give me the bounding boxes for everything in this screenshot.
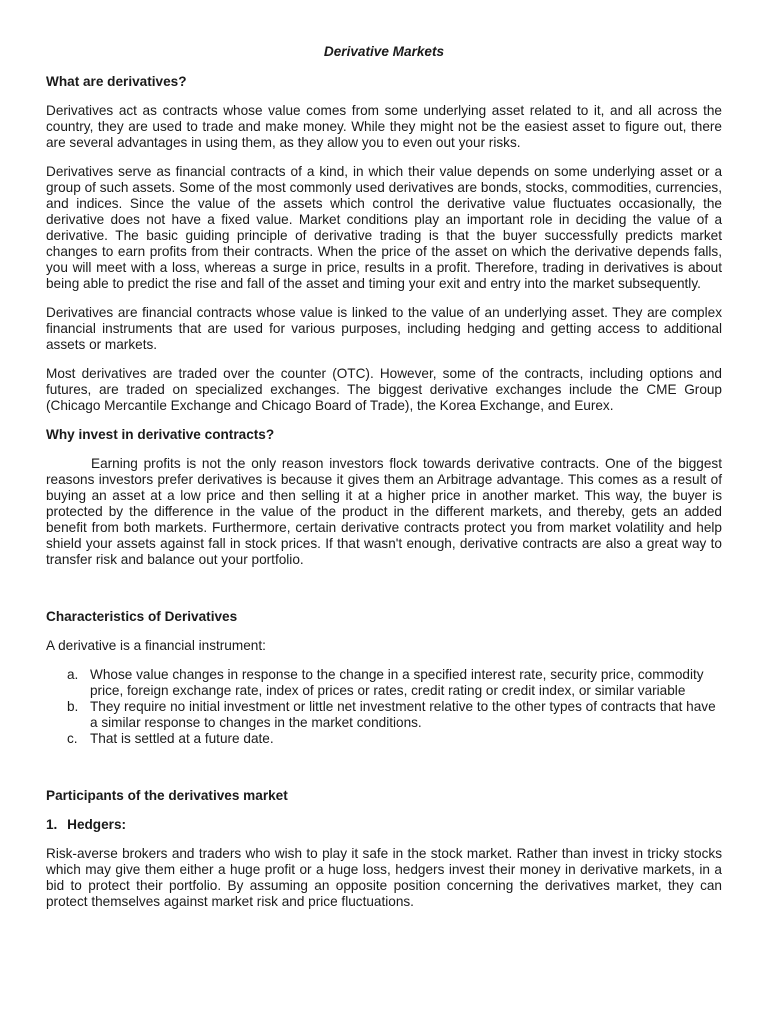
- heading-characteristics: Characteristics of Derivatives: [46, 609, 238, 624]
- hedgers-heading-text: Hedgers:: [67, 817, 127, 832]
- paragraph-what-2: Derivatives serve as financial contracts of a kind, in which their value depends on some underlying asset or a group of such assets. Some of the most commonly used derivatives are bonds, stocks, commodities, currencies, and indices. Since the value of the assets which control the derivative value fluctuates occasionally, the derivative does not have a fixed value. Market conditions play an important role in deciding the value of a derivative. The basic guiding principle of derivative trading is that the buyer successfully predicts market changes to earn profits from their contracts. When the price of the asset on which the derivative depends falls, you will meet with a loss, whereas a surge in price, results in a profit. Therefore, trading in derivatives is about being able to predict the rise and fall of the asset and timing your exit and entry into the market subsequently.: [46, 164, 722, 291]
- paragraph-what-4: Most derivatives are traded over the counter (OTC). However, some of the contracts, including options and futures, are traded on specialized exchanges. The biggest derivative exchanges include the CME Group (Chicago Mercantile Exchange and Chicago Board of Trade), the Korea Exchange, and Eurex.: [46, 366, 722, 413]
- characteristics-list: [46, 667, 722, 747]
- paragraph-what-3: Derivatives are financial contracts whose value is linked to the value of an underlying asset. They are complex financial instruments that are used for various purposes, including hedging and getting access to additional assets or markets.: [46, 305, 722, 352]
- paragraph-what-1: Derivatives act as contracts whose value comes from some underlying asset related to it, and all across the country, they are used to trade and make money. While they might not be the easiest asset to figure out, there are several advantages in using them, as they allow you to even out your risks.: [46, 103, 722, 150]
- list-marker: c.: [67, 731, 78, 746]
- list-item: [67, 731, 722, 747]
- heading-hedgers: [46, 817, 722, 833]
- list-marker: b.: [67, 699, 79, 714]
- document-title: Derivative Markets: [323, 44, 445, 59]
- list-marker: a.: [67, 667, 79, 682]
- list-item: [67, 699, 722, 731]
- list-item-text: They require no initial investment or little net investment relative to the other types of contracts that have a similar response to changes in the market conditions.: [90, 699, 716, 730]
- hedgers-number: 1.: [46, 817, 58, 832]
- paragraph-hedgers-1: Risk-averse brokers and traders who wish to play it safe in the stock market. Rather than invest in tricky stocks which may give them either a huge profit or a huge loss, hedgers invest their money in derivative markets, in a bid to protect their portfolio. By assuming an opposite position concerning the derivatives market, they can protect themselves against market risk and price fluctuations.: [46, 846, 722, 909]
- list-item-text: Whose value changes in response to the change in a specified interest rate, security price, commodity price, foreign exchange rate, index of prices or rates, credit rating or credit index, or similar variable: [90, 667, 704, 698]
- paragraph-characteristics-intro: A derivative is a financial instrument:: [46, 638, 266, 653]
- heading-participants: Participants of the derivatives market: [46, 788, 288, 803]
- paragraph-why-1: Earning profits is not the only reason investors flock towards derivative contracts. One of the biggest reasons investors prefer derivatives is because it gives them an Arbitrage advantage. This comes as a result of buying an asset at a low price and then selling it at a higher price in another market. This way, the buyer is protected by the difference in the value of the product in the different markets, and thereby, gets an added benefit from both markets. Furthermore, certain derivative contracts protect you from market volatility and help shield your assets against fall in stock prices. If that wasn't enough, derivative contracts are also a great way to transfer risk and balance out your portfolio.: [46, 456, 722, 567]
- heading-why-invest: Why invest in derivative contracts?: [46, 427, 275, 442]
- list-item-text: That is settled at a future date.: [90, 731, 274, 746]
- list-item: [67, 667, 722, 699]
- heading-what-are-derivatives: What are derivatives?: [46, 74, 187, 89]
